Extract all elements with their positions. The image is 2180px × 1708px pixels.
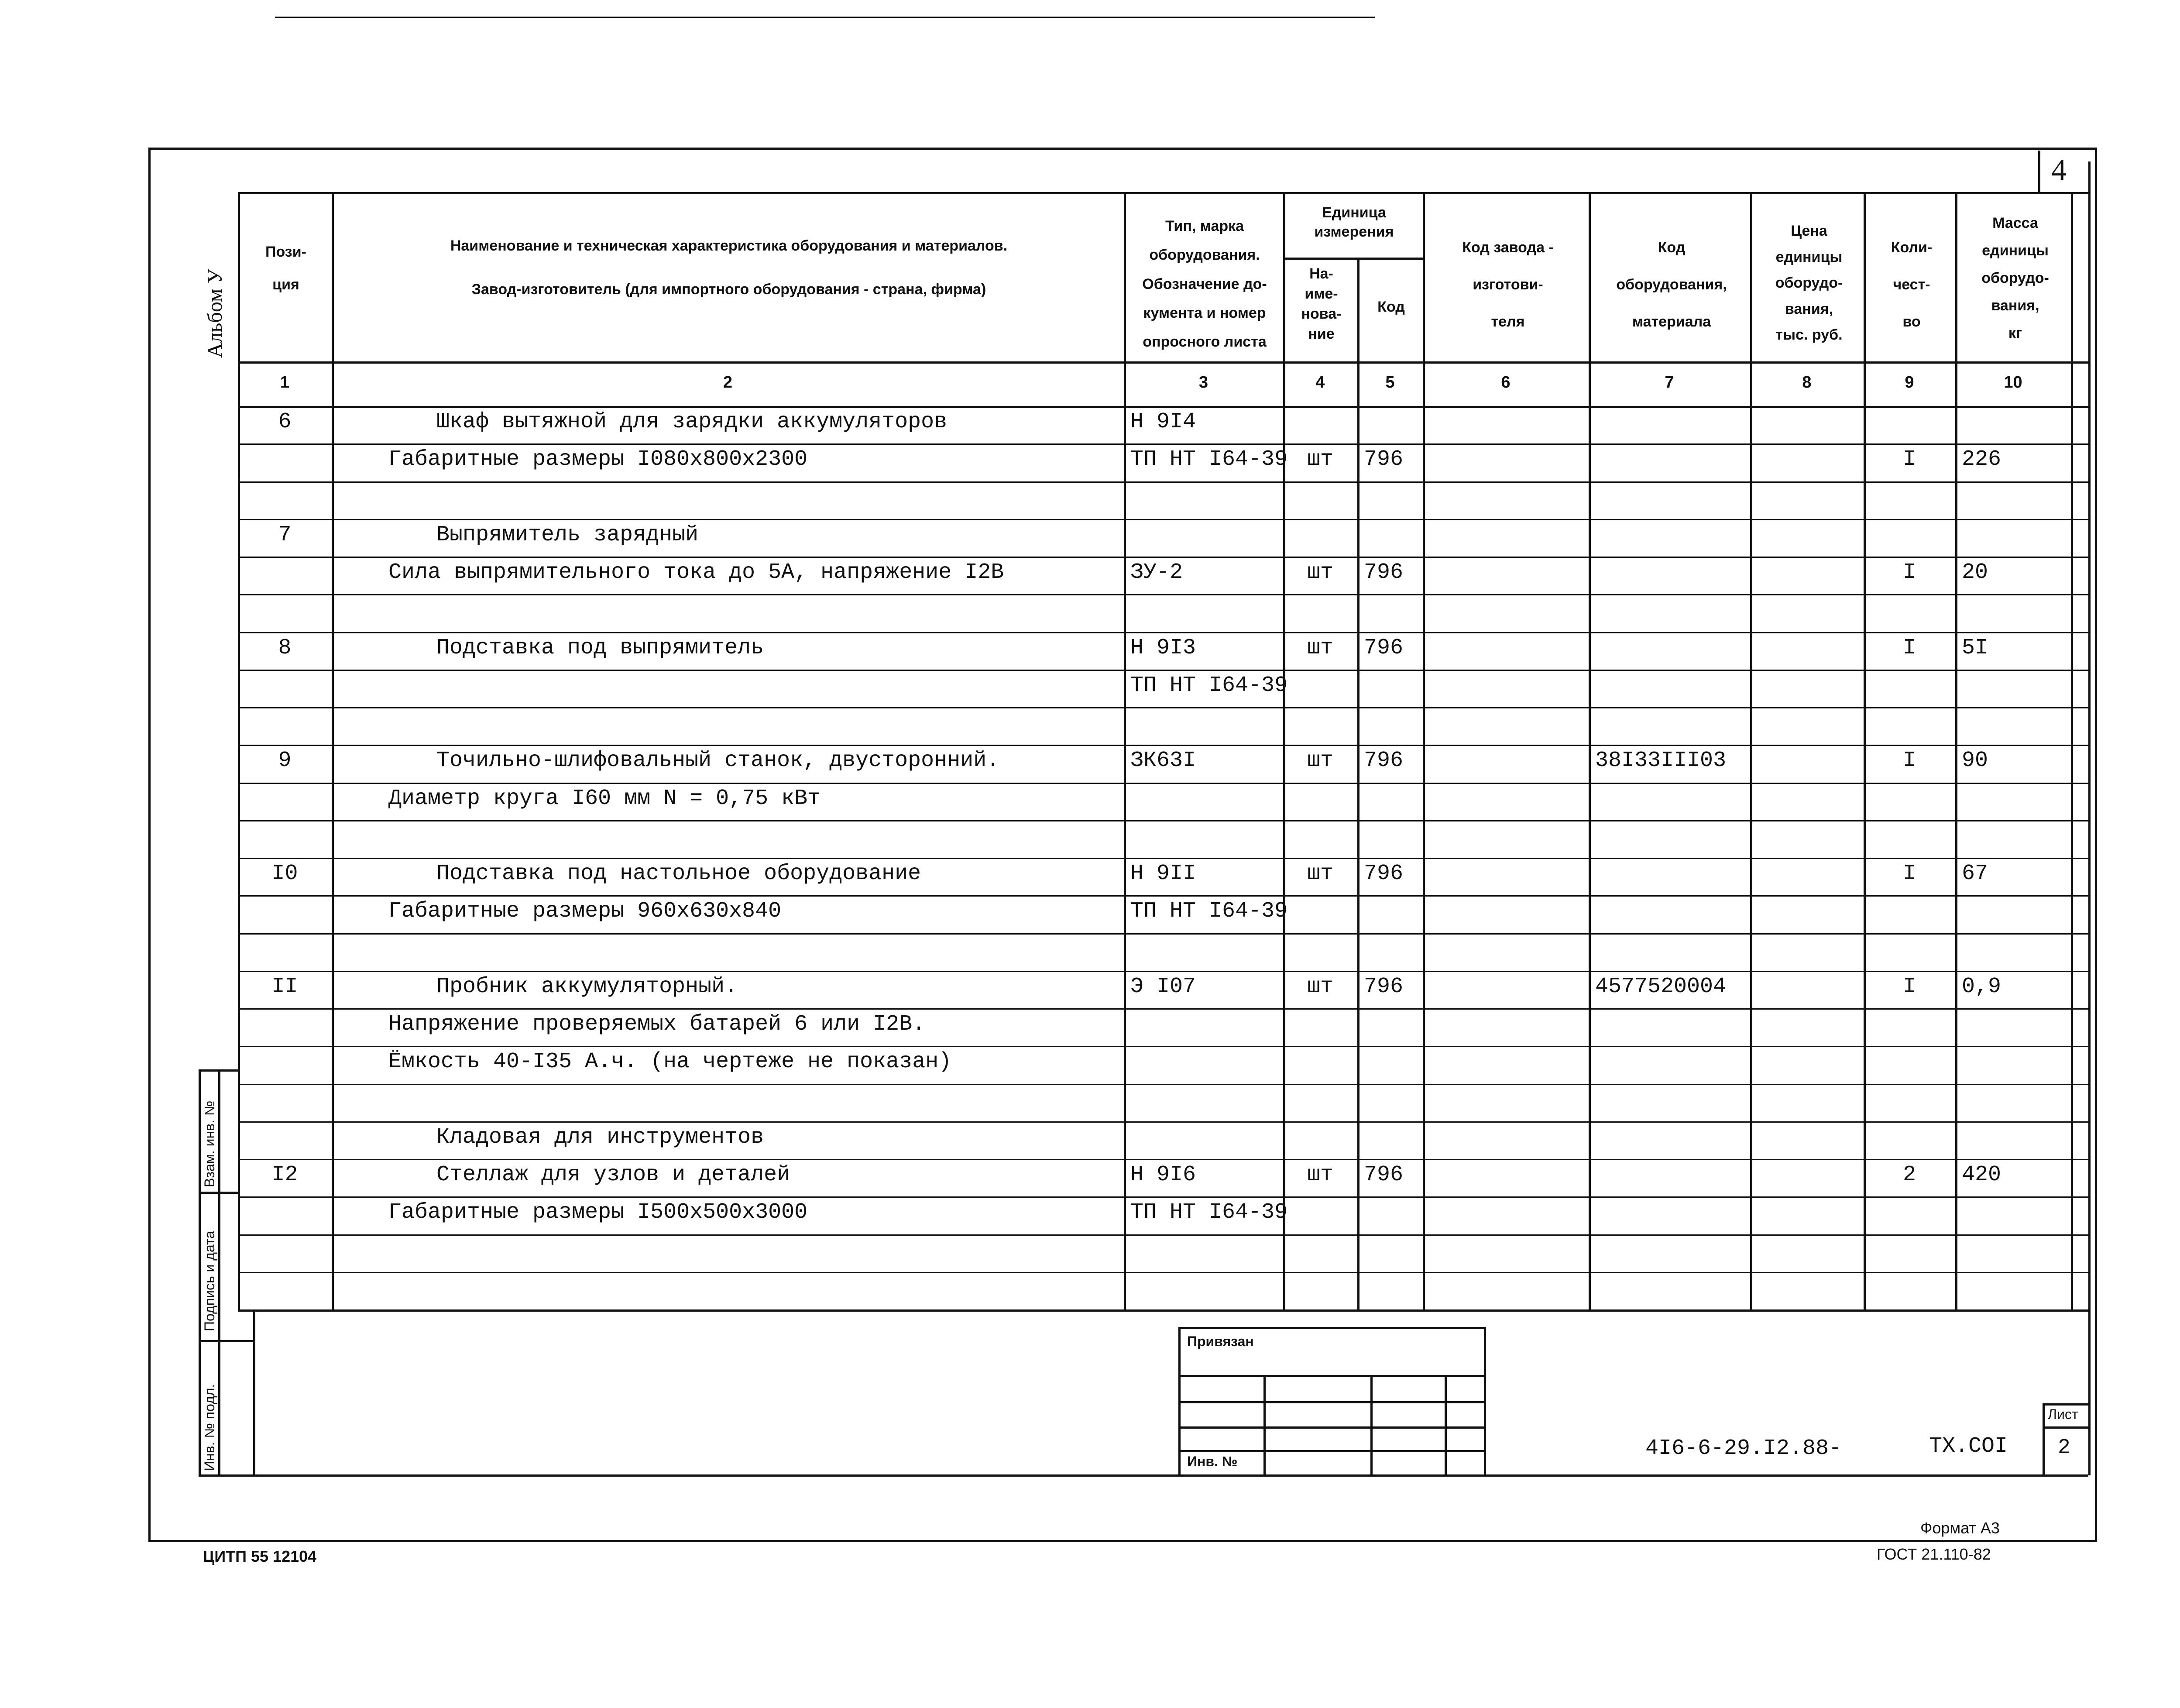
side-stamp-right — [253, 1309, 255, 1475]
header-position: Пози- ция — [265, 244, 306, 293]
colnum-bottom — [238, 406, 2088, 408]
colnum-10: 10 — [2004, 373, 2022, 392]
colnum-7: 7 — [1665, 373, 1674, 392]
row-separator — [238, 745, 2088, 746]
sheet-box-mid — [2043, 1426, 2088, 1429]
cell-name: Подставка под выпрямитель — [436, 635, 764, 660]
cell-type: ЗУ-2 — [1130, 560, 1183, 585]
cell-position: 6 — [278, 409, 292, 434]
sheet-box-top — [2043, 1403, 2088, 1406]
cell-unit-code: 796 — [1364, 748, 1404, 773]
col-line-7 — [1750, 192, 1752, 1309]
row-separator — [238, 1084, 2088, 1085]
priv-h1 — [1178, 1375, 1484, 1377]
table-bottom-line — [238, 1309, 2088, 1312]
row-separator — [238, 971, 2088, 972]
header-mfr-code: Код завода - изготови- теля — [1462, 239, 1554, 330]
colnum-6: 6 — [1501, 373, 1511, 392]
album-label: Альбом У — [203, 268, 227, 358]
colnum-8: 8 — [1802, 373, 1812, 392]
document-code: 4I6-6-29.I2.88- — [1645, 1436, 1842, 1461]
header-unit-name: На- име- нова- ние — [1301, 265, 1342, 342]
cell-position: I0 — [271, 861, 298, 886]
colnum-4: 4 — [1315, 373, 1325, 392]
header-mass: Масса единицы оборудо- вания, кг — [1981, 215, 2049, 341]
header-type: Тип, марка оборудования. Обозначение до- кумента и номер опросного листа — [1142, 218, 1267, 351]
cell-mass: 20 — [1962, 560, 1988, 585]
inner-right — [2088, 162, 2091, 1475]
cell-type: Э I07 — [1130, 974, 1196, 999]
side-stamp-top — [199, 1069, 238, 1072]
cell-type: Н 9I3 — [1130, 635, 1196, 660]
row-separator — [238, 594, 2088, 595]
cell-equipment-code: 4577520004 — [1595, 974, 1727, 999]
cell-type: ТП НТ I64-39 — [1130, 447, 1288, 472]
row-separator — [238, 481, 2088, 483]
col-line-6 — [1589, 192, 1591, 1309]
colnum-5: 5 — [1385, 373, 1395, 392]
priv-top — [1178, 1327, 1484, 1329]
row-separator — [238, 443, 2088, 445]
corner-box-left — [2038, 151, 2040, 194]
cell-unit-name: шт — [1307, 635, 1333, 660]
cell-unit-name: шт — [1307, 560, 1333, 585]
cell-name: Подставка под настольное оборудование — [436, 861, 921, 886]
top-scan-line — [275, 17, 1375, 18]
cell-name: Ёмкость 40-I35 А.ч. (на чертеже не показан) — [388, 1049, 952, 1075]
row-separator — [238, 632, 2088, 633]
cell-name: Шкаф вытяжной для зарядки аккумуляторов — [436, 409, 948, 434]
row-separator — [238, 1272, 2088, 1273]
cell-unit-code: 796 — [1364, 861, 1404, 886]
priv-v3 — [1445, 1375, 1447, 1474]
cell-unit-name: шт — [1307, 974, 1333, 999]
cell-quantity: I — [1902, 635, 1916, 660]
row-separator — [238, 895, 2088, 897]
cell-name: Стеллаж для узлов и деталей — [436, 1162, 790, 1187]
cell-type: ТП НТ I64-39 — [1130, 1200, 1288, 1225]
header-bottom — [238, 361, 2088, 364]
cell-position: 7 — [278, 522, 292, 547]
cell-name: Габаритные размеры I500x500x3000 — [388, 1200, 808, 1225]
document-suffix: ТХ.СОI — [1929, 1434, 2008, 1459]
cell-name: Точильно-шлифовальный станок, двусторонний. — [436, 748, 1000, 773]
col-line-10 — [2071, 192, 2073, 1309]
colnum-9: 9 — [1905, 373, 1914, 392]
priv-v4 — [1484, 1327, 1486, 1474]
row-separator — [238, 519, 2088, 520]
cell-unit-code: 796 — [1364, 560, 1404, 585]
side-inv-podl: Инв. № подл. — [202, 1384, 217, 1471]
cell-position: 8 — [278, 635, 292, 660]
cell-name: Габаритные размеры 960x630x840 — [388, 899, 782, 924]
cell-type: ТП НТ I64-39 — [1130, 899, 1288, 924]
cell-type: ТП НТ I64-39 — [1130, 673, 1288, 698]
side-stamp-mid — [218, 1069, 220, 1475]
cell-name: Пробник аккумуляторный. — [436, 974, 738, 999]
footer-left: ЦИТП 55 12104 — [203, 1547, 317, 1565]
side-stamp-left — [199, 1069, 201, 1475]
row-separator — [238, 1234, 2088, 1236]
cell-unit-code: 796 — [1364, 974, 1404, 999]
cell-name: Диаметр круга I60 мм N = 0,75 кВт — [388, 786, 821, 811]
colnum-3: 3 — [1198, 373, 1208, 392]
row-separator — [238, 557, 2088, 558]
header-unit-group: Единица измерения — [1314, 204, 1394, 241]
privyazan-label: Привязан — [1187, 1333, 1254, 1349]
priv-h4 — [1178, 1450, 1484, 1452]
cell-mass: 226 — [1962, 447, 2001, 472]
side-stamp-div2 — [199, 1340, 253, 1342]
sheet-box-left — [2043, 1403, 2045, 1474]
priv-h3 — [1178, 1426, 1484, 1429]
cell-unit-name: шт — [1307, 1162, 1333, 1187]
row-separator — [238, 820, 2088, 821]
row-separator — [238, 933, 2088, 935]
side-stamp-div1 — [199, 1192, 238, 1194]
row-separator — [238, 1121, 2088, 1123]
cell-type: Н 9II — [1130, 861, 1196, 886]
row-separator — [238, 670, 2088, 671]
col-line-2 — [1124, 192, 1126, 1309]
frame-top — [148, 148, 2095, 150]
cell-type: Н 9I6 — [1130, 1162, 1196, 1187]
colnum-2: 2 — [723, 373, 733, 392]
inner-bottom — [199, 1474, 2088, 1477]
header-sep-unit — [1283, 258, 1423, 260]
priv-v2 — [1370, 1375, 1373, 1474]
frame-left — [148, 148, 151, 1540]
cell-mass: 67 — [1962, 861, 1988, 886]
cell-unit-name: шт — [1307, 447, 1333, 472]
row-separator — [238, 1008, 2088, 1010]
footer-format: Формат А3 — [1920, 1519, 2000, 1537]
cell-name: Габаритные размеры I080x800x2300 — [388, 447, 808, 472]
cell-unit-name: шт — [1307, 748, 1333, 773]
header-unit-code: Код — [1377, 299, 1405, 315]
cell-quantity: I — [1902, 447, 1916, 472]
cell-mass: 0,9 — [1962, 974, 2001, 999]
header-name-line1: Наименование и техническая характеристика оборудования и материалов. — [450, 237, 1008, 254]
cell-quantity: I — [1902, 560, 1916, 585]
header-quantity: Коли- чест- во — [1891, 239, 1933, 330]
row-separator — [238, 707, 2088, 708]
row-separator — [238, 783, 2088, 784]
cell-quantity: I — [1902, 861, 1916, 886]
cell-position: 9 — [278, 748, 292, 773]
header-name-line2: Завод-изготовитель (для импортного оборудования - страна, фирма) — [471, 281, 986, 298]
footer-gost: ГОСТ 21.110-82 — [1877, 1545, 1991, 1563]
side-podpis: Подпись и дата — [202, 1230, 217, 1331]
col-line-5 — [1423, 192, 1425, 1309]
sheet-label: Лист — [2048, 1406, 2078, 1422]
side-vzam-inv: Взам. инв. № — [202, 1100, 217, 1187]
cell-unit-code: 796 — [1364, 1162, 1404, 1187]
sheet-number: 2 — [2058, 1436, 2070, 1460]
cell-position: II — [271, 974, 298, 999]
cell-type: ЗК63I — [1130, 748, 1196, 773]
header-equipment-code: Код оборудования, материала — [1616, 239, 1727, 330]
cell-name: Выпрямитель зарядный — [436, 522, 699, 547]
row-separator — [238, 1046, 2088, 1047]
frame-bottom — [148, 1540, 2097, 1542]
cell-equipment-code: 38I33III03 — [1595, 748, 1727, 773]
cell-type: Н 9I4 — [1130, 409, 1196, 434]
page-corner-number: 4 — [2051, 153, 2067, 187]
col-line-9 — [1955, 192, 1957, 1309]
cell-quantity: 2 — [1902, 1162, 1916, 1187]
cell-mass: 420 — [1962, 1162, 2001, 1187]
cell-unit-code: 796 — [1364, 635, 1404, 660]
cell-mass: 90 — [1962, 748, 1988, 773]
cell-quantity: I — [1902, 748, 1916, 773]
cell-name: Сила выпрямительного тока до 5А, напряжение I2В — [388, 560, 1004, 585]
priv-h2 — [1178, 1401, 1484, 1403]
header-price: Цена единицы оборудо- вания, тыс. руб. — [1775, 223, 1843, 343]
cell-mass: 5I — [1962, 635, 1988, 660]
priv-v1 — [1263, 1375, 1266, 1474]
col-line-1 — [332, 192, 334, 1309]
inv-no-label: Инв. № — [1187, 1454, 1238, 1469]
frame-right — [2095, 148, 2097, 1540]
cell-quantity: I — [1902, 974, 1916, 999]
row-separator — [238, 1159, 2088, 1160]
row-separator — [238, 858, 2088, 859]
cell-unit-code: 796 — [1364, 447, 1404, 472]
cell-unit-name: шт — [1307, 861, 1333, 886]
cell-name: Напряжение проверяемых батарей 6 или I2В. — [388, 1012, 926, 1037]
colnum-1: 1 — [280, 373, 290, 392]
cell-position: I2 — [271, 1162, 298, 1187]
row-separator — [238, 1196, 2088, 1198]
cell-name: Кладовая для инструментов — [436, 1124, 764, 1150]
inner-top — [238, 192, 2088, 194]
priv-v0 — [1178, 1327, 1181, 1474]
